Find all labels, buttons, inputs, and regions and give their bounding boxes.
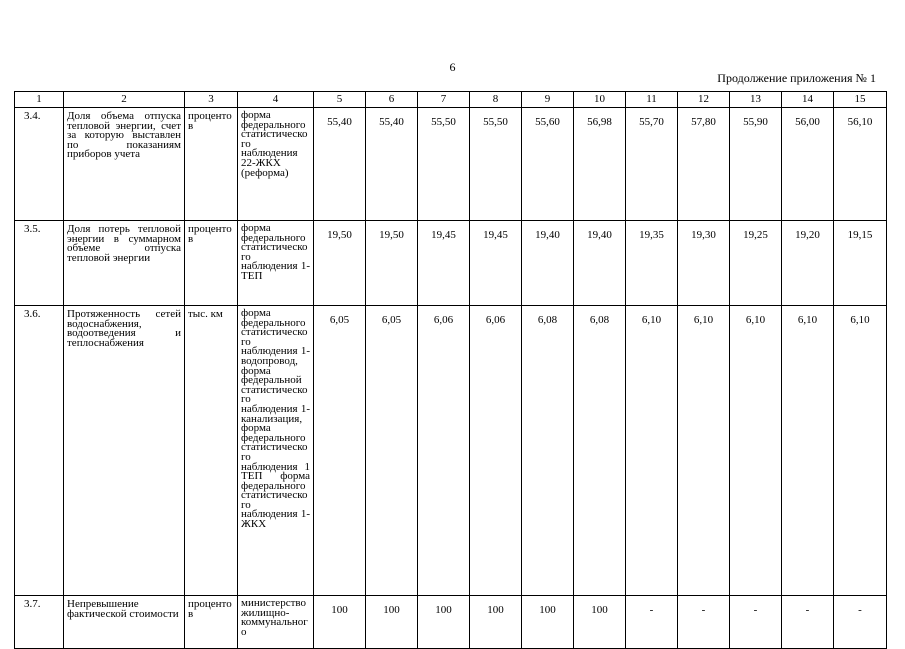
value-cell: 100 <box>314 596 366 649</box>
column-number: 10 <box>574 92 626 108</box>
value-cell: 55,40 <box>314 108 366 221</box>
indicator-name: Протяженность сетей водоснабжения, водоотведения и теплоснабжения <box>64 306 185 596</box>
column-number: 1 <box>15 92 64 108</box>
value-cell: 19,50 <box>366 221 418 306</box>
indicator-unit: процентов <box>185 221 238 306</box>
column-number: 4 <box>238 92 314 108</box>
value-cell: 19,30 <box>678 221 730 306</box>
table-row <box>15 221 887 306</box>
column-number: 7 <box>418 92 470 108</box>
value-cell: 6,10 <box>626 306 678 596</box>
value-cell: 6,10 <box>730 306 782 596</box>
value-cell: 6,06 <box>418 306 470 596</box>
value-cell: - <box>678 596 730 649</box>
value-cell: - <box>730 596 782 649</box>
value-cell: 19,15 <box>834 221 887 306</box>
value-cell: 19,45 <box>470 221 522 306</box>
indicator-number: 3.7. <box>15 596 64 649</box>
value-cell: 55,70 <box>626 108 678 221</box>
column-number: 12 <box>678 92 730 108</box>
value-cell: 100 <box>366 596 418 649</box>
value-cell: 55,90 <box>730 108 782 221</box>
value-cell: 19,25 <box>730 221 782 306</box>
value-cell: 100 <box>470 596 522 649</box>
value-cell: 19,40 <box>574 221 626 306</box>
value-cell: 100 <box>418 596 470 649</box>
indicator-unit: процентов <box>185 596 238 649</box>
value-cell: - <box>834 596 887 649</box>
indicator-number: 3.5. <box>15 221 64 306</box>
indicator-source: форма федерального статистического наблюдения 1-водопровод, форма федеральной статистического наблюдения 1- канализация, форма федерального статистического наблюдения 1 ТЕП форма федерального статистического наблюдения 1-ЖКХ <box>238 306 314 596</box>
value-cell: 6,10 <box>782 306 834 596</box>
value-cell: 6,10 <box>678 306 730 596</box>
table-row <box>15 108 887 221</box>
value-cell: 55,40 <box>366 108 418 221</box>
value-cell: - <box>782 596 834 649</box>
value-cell: 55,60 <box>522 108 574 221</box>
value-cell: 6,08 <box>522 306 574 596</box>
value-cell: 100 <box>522 596 574 649</box>
value-cell: 19,50 <box>314 221 366 306</box>
value-cell: 100 <box>574 596 626 649</box>
value-cell: 56,10 <box>834 108 887 221</box>
indicator-table-viewport <box>14 91 886 638</box>
value-cell: 6,05 <box>314 306 366 596</box>
indicator-source: форма федерального статистического наблюдения 1-ТЕП <box>238 221 314 306</box>
column-number: 13 <box>730 92 782 108</box>
indicator-table <box>14 91 887 649</box>
value-cell: 6,05 <box>366 306 418 596</box>
value-cell: 6,06 <box>470 306 522 596</box>
value-cell: 6,10 <box>834 306 887 596</box>
indicator-name: Непревышение фактической стоимости <box>64 596 185 649</box>
value-cell: 19,40 <box>522 221 574 306</box>
value-cell: 57,80 <box>678 108 730 221</box>
table-row <box>15 306 887 596</box>
value-cell: 19,20 <box>782 221 834 306</box>
value-cell: - <box>626 596 678 649</box>
indicator-unit: процентов <box>185 108 238 221</box>
value-cell: 56,00 <box>782 108 834 221</box>
column-number: 3 <box>185 92 238 108</box>
indicator-source: форма федерального статистического наблюдения 22-ЖКХ (реформа) <box>238 108 314 221</box>
column-number: 14 <box>782 92 834 108</box>
value-cell: 19,45 <box>418 221 470 306</box>
column-number: 11 <box>626 92 678 108</box>
continuation-caption: Продолжение приложения № 1 <box>717 71 876 85</box>
column-number: 9 <box>522 92 574 108</box>
value-cell: 19,35 <box>626 221 678 306</box>
table-row <box>15 596 887 649</box>
value-cell: 55,50 <box>418 108 470 221</box>
indicator-number: 3.4. <box>15 108 64 221</box>
indicator-unit: тыс. км <box>185 306 238 596</box>
value-cell: 56,98 <box>574 108 626 221</box>
indicator-name: Доля объема отпуска тепловой энергии, счет за которую выставлен по показаниям приборов учета <box>64 108 185 221</box>
column-number: 2 <box>64 92 185 108</box>
column-numbers-row <box>15 92 887 108</box>
indicator-name: Доля потерь тепловой энергии в суммарном объеме отпуска тепловой энергии <box>64 221 185 306</box>
value-cell: 6,08 <box>574 306 626 596</box>
column-number: 8 <box>470 92 522 108</box>
page-number: 6 <box>449 60 456 74</box>
value-cell: 55,50 <box>470 108 522 221</box>
column-number: 15 <box>834 92 887 108</box>
column-number: 6 <box>366 92 418 108</box>
column-number: 5 <box>314 92 366 108</box>
indicator-source: министерство жилищно-коммунального <box>238 596 314 649</box>
indicator-number: 3.6. <box>15 306 64 596</box>
